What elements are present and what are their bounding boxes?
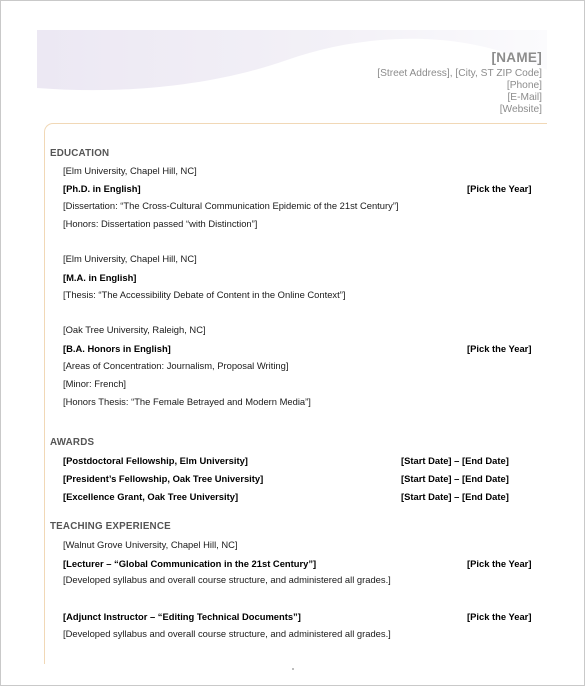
job-description[interactable]: [Developed syllabus and overall course structure, and administered all grades.] [63,628,391,639]
name-field[interactable]: [NAME] [491,50,542,65]
phd-degree[interactable]: [Ph.D. in English] [63,183,141,194]
award-dates[interactable]: [Start Date] – [End Date] [401,491,509,502]
ba-honors-thesis[interactable]: [Honors Thesis: “The Female Betrayed and Modern Media”] [63,396,311,407]
phd-dissertation[interactable]: [Dissertation: “The Cross-Cultural Communication Epidemic of the 21st Century”] [63,200,399,211]
job-title[interactable]: [Lecturer – “Global Communication in the 21st Century”] [63,558,317,569]
ma-school[interactable]: [Elm University, Chapel Hill, NC] [63,253,197,264]
teaching-heading: TEACHING EXPERIENCE [50,521,171,532]
ba-concentration[interactable]: [Areas of Concentration: Journalism, Proposal Writing] [63,360,289,371]
ba-year-picker[interactable]: [Pick the Year] [467,343,532,354]
job-year-picker[interactable]: [Pick the Year] [467,558,532,569]
ma-thesis[interactable]: [Thesis: “The Accessibility Debate of Content in the Online Context”] [63,289,346,300]
job-description[interactable]: [Developed syllabus and overall course structure, and administered all grades.] [63,574,391,585]
awards-heading: AWARDS [50,437,95,448]
award-name[interactable]: [Excellence Grant, Oak Tree University] [63,491,239,502]
phone-field[interactable]: [Phone] [506,80,542,91]
ma-degree[interactable]: [M.A. in English] [63,272,137,283]
teaching-school[interactable]: [Walnut Grove University, Chapel Hill, NC] [63,539,238,550]
website-field[interactable]: [Website] [499,104,542,115]
job-title[interactable]: [Adjunct Instructor – “Editing Technical Documents”] [63,611,301,622]
award-dates[interactable]: [Start Date] – [End Date] [401,473,509,484]
award-name[interactable]: [President’s Fellowship, Oak Tree University] [63,473,264,484]
ba-minor[interactable]: [Minor: French] [63,378,127,389]
award-dates[interactable]: [Start Date] – [End Date] [401,455,509,466]
address-field[interactable]: [Street Address], [City, ST ZIP Code] [377,68,542,79]
page-marker [292,668,294,670]
email-field[interactable]: [E-Mail] [507,92,542,103]
phd-school[interactable]: [Elm University, Chapel Hill, NC] [63,165,197,176]
ba-degree[interactable]: [B.A. Honors in English] [63,343,171,354]
ba-school[interactable]: [Oak Tree University, Raleigh, NC] [63,324,206,335]
phd-year-picker[interactable]: [Pick the Year] [467,183,532,194]
phd-honors[interactable]: [Honors: Dissertation passed “with Distinction”] [63,218,258,229]
job-year-picker[interactable]: [Pick the Year] [467,611,532,622]
contact-header [377,49,542,116]
award-name[interactable]: [Postdoctoral Fellowship, Elm University] [63,455,248,466]
education-heading: EDUCATION [50,148,110,159]
